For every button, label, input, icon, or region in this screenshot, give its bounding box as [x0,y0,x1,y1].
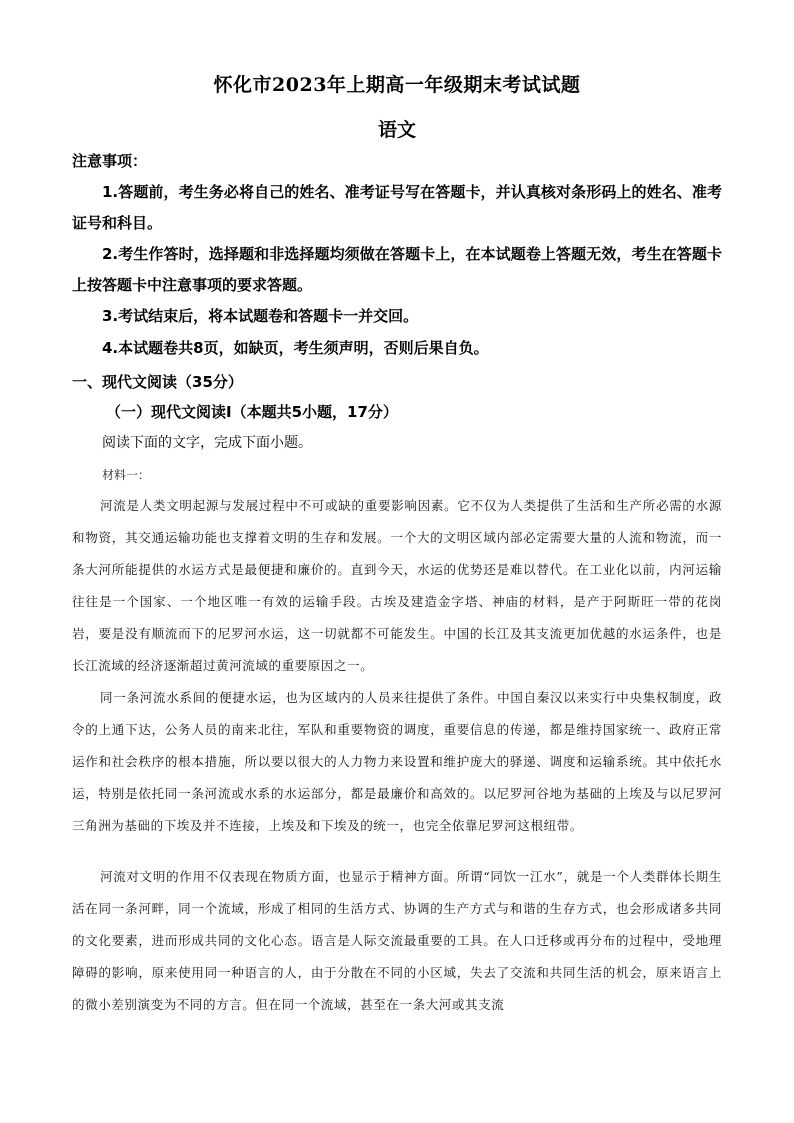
section-heading: 一、现代文阅读（35分） [72,373,243,391]
note-item-4: 4.本试题卷共8页，如缺页，考生须声明，否则后果自负。 [102,339,489,357]
note-item-1: 1.答题前，考生务必将自己的姓名、准考证号写在答题卡，并认真核对条形码上的姓名、准考证号和科目。 [72,183,722,232]
reading-instruction: 阅读下面的文字，完成下面小题。 [102,435,312,451]
exam-subject: 语文 [377,119,416,141]
material-paragraph-2: 同一条河流水系间的便捷水运，也为区域内的人员来往提供了条件。中国自秦汉以来实行中央集权制度，政令的上通下达，公务人员的南来北往，军队和重要物资的调度，重要信息的传递，都是维持国家统一、政府正常运作和社会秩序的根本措施，所以要以很大的人力物力来设置和维护庞大的驿递、调度和运输系统。其中依托水运，特别是依托同一条河流或水系的水运部分，都是最廉价和高效的。以尼罗河谷地为基础的上埃及与以尼罗河三角洲为基础的下埃及并不连接，上埃及和下埃及的统一，也完全依靠尼罗河这根纽带。 [72,690,722,833]
note-item-2: 2.考生作答时，选择题和非选择题均须做在答题卡上，在本试题卷上答题无效，考生在答题卡上按答题卡中注意事项的要求答题。 [72,245,722,294]
notes-heading: 注意事项： [72,152,148,170]
subsection-heading: （一）现代文阅读Ⅰ（本题共5小题，17分） [106,403,398,421]
material-paragraph-1: 河流是人类文明起源与发展过程中不可或缺的重要影响因素。它不仅为人类提供了生活和生产所必需的水源和物资，其交通运输功能也支撑着文明的生存和发展。一个大的文明区域内部必定需要大量的人流和物流，而一条大河所能提供的水运方式是最便捷和廉价的。直到今天，水运的优势还是难以替代。在工业化以前，内河运输往往是一个国家、一个地区唯一有效的运输手段。古埃及建造金字塔、神庙的材料，是产于阿斯旺一带的花岗岩，要是没有顺流而下的尼罗河水运，这一切就都不可能发生。中国的长江及其支流更加优越的水运条件，也是长江流域的经济逐渐超过黄河流域的重要原因之一。 [72,498,722,673]
note-item-3: 3.考试结束后，将本试题卷和答题卡一并交回。 [102,307,419,325]
material-paragraph-3: 河流对文明的作用不仅表现在物质方面，也显示于精神方面。所谓“同饮一江水”，就是一个人类群体长期生活在同一条河畔，同一个流域，形成了相同的生活方式、协调的生产方式与和谐的生存方式，也会形成诸多共同的文化要素，进而形成共同的文化心态。语言是人际交流最重要的工具。在人口迁移或再分布的过程中，受地理障碍的影响，原来使用同一种语言的人，由于分散在不同的小区域，失去了交流和共同生活的机会，原来语言上的微小差别演变为不同的方言。但在同一个流域，甚至在一条大河或其支流 [72,869,722,1012]
exam-title: 怀化市2023年上期高一年级期末考试试题 [213,74,581,96]
material-label: 材料一： [102,468,151,482]
